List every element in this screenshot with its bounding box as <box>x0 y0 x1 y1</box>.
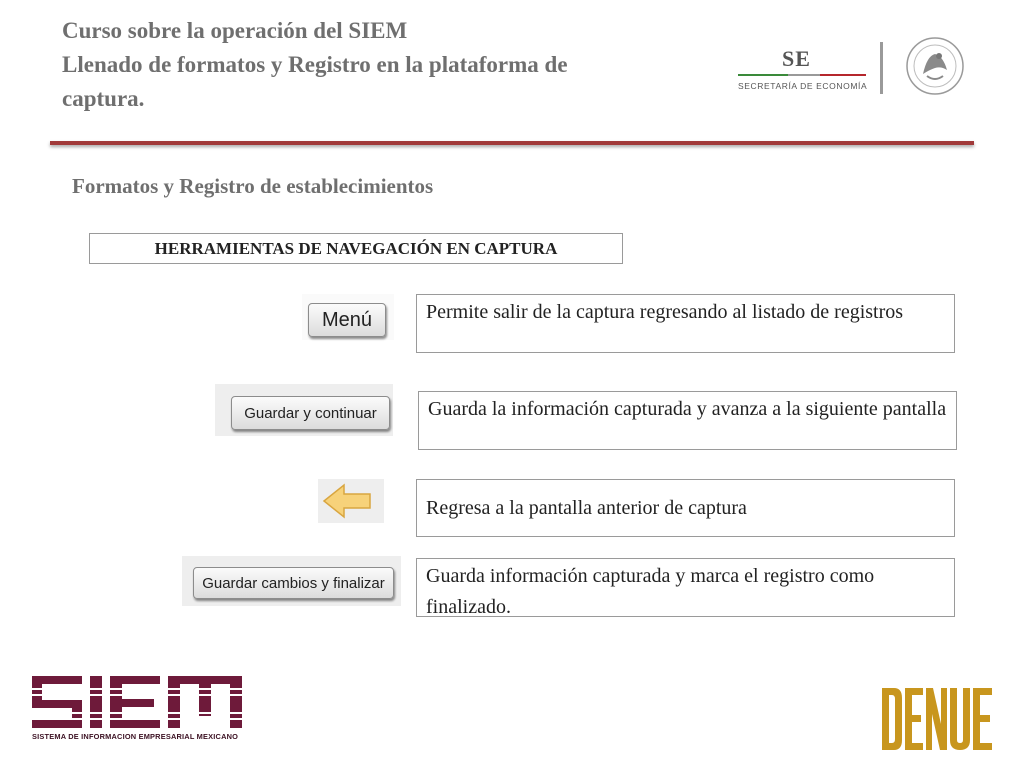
header-rule <box>50 141 974 145</box>
menu-button-label: Menú <box>321 308 373 331</box>
guardar-continuar-description: Guarda la información capturada y avanza a la siguiente pantalla <box>418 391 957 450</box>
title-line-2: Llenado de formatos y Registro en la plataforma de <box>62 52 568 77</box>
guardar-finalizar-button-image <box>182 556 401 606</box>
mexican-seal-icon <box>897 36 973 96</box>
siem-logo-caption: SISTEMA DE INFORMACION EMPRESARIAL MEXICANO <box>32 732 239 741</box>
tools-heading: HERRAMIENTAS DE NAVEGACIÓN EN CAPTURA <box>89 233 623 264</box>
guardar-finalizar-description: Guarda información capturada y marca el registro como finalizado. <box>416 558 955 617</box>
guardar-continuar-button[interactable] <box>231 396 390 430</box>
guardar-continuar-button-image <box>215 384 393 436</box>
menu-button-image <box>302 294 394 340</box>
menu-button[interactable] <box>308 303 386 337</box>
secretaria-economia-logo <box>732 40 872 96</box>
logo-divider <box>880 42 883 94</box>
guardar-continuar-label: Guardar y continuar <box>244 404 377 422</box>
denue-logo <box>880 684 996 754</box>
section-subtitle: Formatos y Registro de establecimientos <box>72 174 434 198</box>
guardar-finalizar-button[interactable] <box>193 567 394 599</box>
se-logo-caption: SECRETARÍA DE ECONOMÍA <box>738 81 868 91</box>
menu-description: Permite salir de la captura regresando al listado de registros <box>416 294 955 353</box>
guardar-finalizar-label: Guardar cambios y finalizar <box>202 574 385 592</box>
slide-title <box>62 14 702 116</box>
back-arrow-description: Regresa a la pantalla anterior de captura <box>416 479 955 537</box>
title-line-1: Curso sobre la operación del SIEM <box>62 18 408 43</box>
title-line-3: captura. <box>62 86 145 111</box>
back-arrow-icon[interactable] <box>318 479 384 523</box>
back-arrow-button-image <box>318 479 384 523</box>
se-logo-letters: SE <box>782 46 811 71</box>
